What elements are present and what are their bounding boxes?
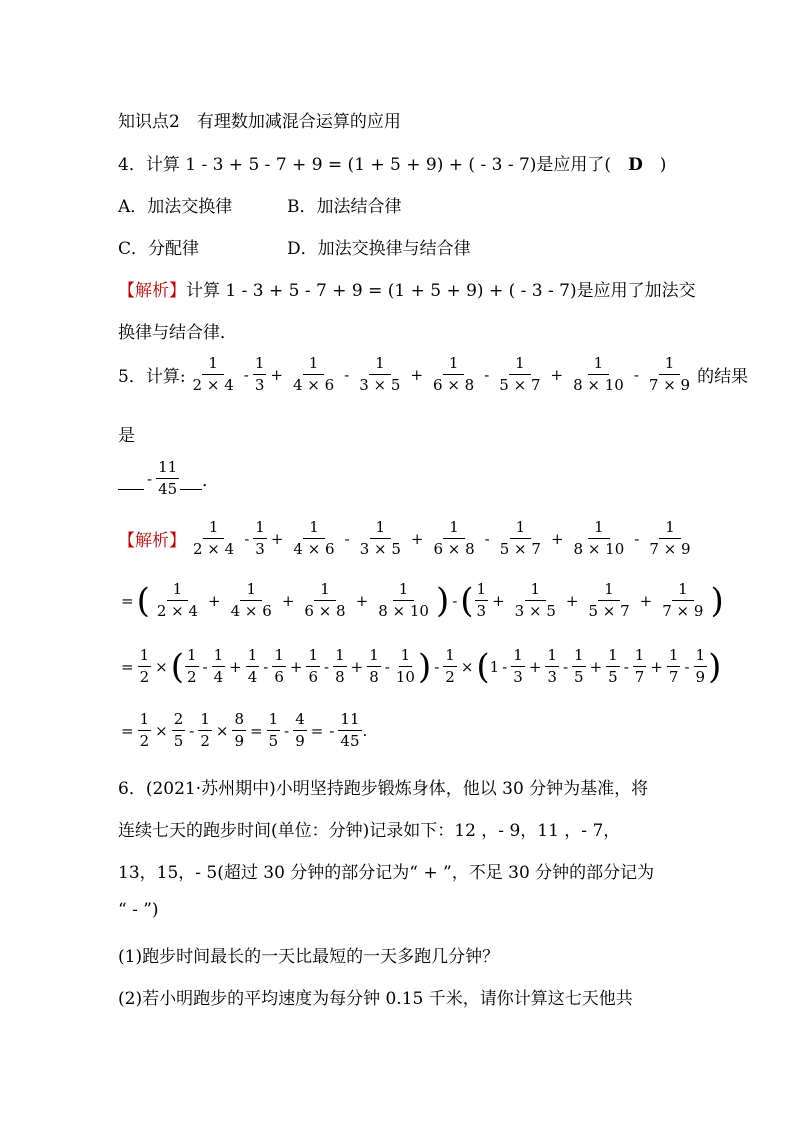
fraction: $\frac{1}{2}$ (200, 710, 210, 750)
fraction: $\frac{1}{10}$ (395, 646, 415, 686)
fraction: $\frac{1}{4 \times 6}$ (230, 580, 272, 620)
q5-suffix: 的结果 (697, 367, 749, 387)
fraction: $\frac{1}{2 \times 4}$ (192, 354, 234, 394)
fraction: $\frac{11}{45}$ (340, 710, 360, 750)
q4-analysis-tag: 【解析】 (118, 281, 186, 301)
q6-line1: 6．(2021·苏州期中)小明坚持跑步锻炼身体，他以 30 分钟为基准，将 (118, 779, 649, 799)
fraction: $\frac{2}{5}$ (173, 710, 184, 750)
fraction: $\frac{1}{3}$ (255, 518, 265, 558)
q5-analysis-tag: 【解析】 (118, 531, 186, 551)
fraction: $\frac{1}{4 \times 6}$ (292, 354, 335, 394)
fraction: $\frac{4}{9}$ (295, 710, 305, 750)
fraction: $\frac{1}{2}$ (139, 646, 150, 686)
fraction: $\frac{1}{9}$ (695, 646, 706, 686)
fraction: $\frac{1}{2}$ (445, 646, 455, 686)
q4-analysis-text1: 计算 1 - 3 + 5 - 7 + 9 = (1 + 5 + 9) + ( - 3 - 7)是应用了加法交 (186, 281, 696, 301)
q4-option-b: B．加法结合律 (287, 197, 402, 217)
fraction: $\frac{1}{6 \times 8}$ (304, 580, 346, 620)
fraction: $\frac{8}{9}$ (234, 710, 244, 750)
fraction: $\frac{1}{4}$ (213, 646, 224, 686)
fraction: $\frac{1}{8 \times 10}$ (573, 518, 625, 558)
fraction: $\frac{1}{6}$ (274, 646, 284, 686)
fraction: $\frac{1}{2}$ (139, 710, 150, 750)
section-title: 知识点2 有理数加减混合运算的应用 (118, 112, 401, 132)
q4-stem-prefix: 4．计算 1 - 3 + 5 - 7 + 9 = (1 + 5 + 9) + ( - 3 - 7)是应用了( (118, 155, 629, 175)
q5-line2: 是 (118, 426, 135, 446)
fraction: $\frac{1}{2}$ (186, 646, 197, 686)
fraction: $\frac{1}{5}$ (268, 710, 279, 750)
fraction: $\frac{1}{5 \times 7}$ (499, 518, 541, 558)
q6-sub1: (1)跑步时间最长的一天比最短的一天多跑几分钟？ (118, 947, 500, 967)
fraction: $\frac{1}{3}$ (476, 580, 487, 620)
fraction: $\frac{1}{8 \times 10}$ (573, 354, 624, 394)
fraction: $\frac{1}{3 \times 5}$ (514, 580, 556, 620)
fraction: $\frac{1}{6 \times 8}$ (433, 518, 475, 558)
fraction: $\frac{1}{7}$ (634, 646, 645, 686)
fraction: $\frac{1}{8}$ (369, 646, 379, 686)
q4-analysis-line2: 换律与结合律． (118, 323, 237, 343)
fraction: $\frac{1}{4}$ (247, 646, 258, 686)
q5-answer-sign: - (147, 469, 153, 488)
fraction: $\frac{1}{3}$ (254, 354, 265, 394)
fraction: $\frac{1}{2 \times 4}$ (193, 518, 235, 558)
q6-line2: 连续七天的跑步时间(单位：分钟)记录如下：12 ，- 9，11 ，- 7， (118, 821, 621, 841)
fraction: $\frac{1}{5}$ (608, 646, 618, 686)
fraction: $\frac{1}{3 \times 5}$ (359, 518, 401, 558)
fraction: $\frac{1}{6 \times 8}$ (433, 354, 475, 394)
fraction: $\frac{1}{5 \times 7}$ (588, 580, 630, 620)
q4-analysis-line1 (118, 276, 696, 301)
fraction: $\frac{1}{7 \times 9}$ (662, 580, 704, 620)
q5-analysis-line2: = ( $\frac{1}{2 \times 4}$ + $\frac{1}{4 \times 6}$ + $\frac{1}{6 \times 8}$ + $\frac{1}{8 \times 10}$ ) - ( $\frac{1}{3}$ + $\frac{1}{3 \times 5}$ + $\frac{1}{5 \times 7}$ + $\frac{1}{7 \times 9}$ ) (121, 580, 724, 621)
q4-answer: D (628, 155, 643, 175)
fraction: $\frac{1}{5 \times 7}$ (499, 354, 541, 394)
q6-line3: 13，15，- 5(超过 30 分钟的部分记为“ + ”，不足 30 分钟的部分记为 (118, 863, 655, 883)
fraction: $\frac{1}{7 \times 9}$ (649, 518, 691, 558)
q5-analysis-line4: = $\frac{1}{2}$ × $\frac{2}{5}$ - $\frac{1}{2}$ × $\frac{8}{9}$ = $\frac{1}{5}$ - $\frac{4}{9}$ = - $\frac{11}{45}$ . (121, 710, 368, 750)
q6-sub2: (2)若小明跑步的平均速度为每分钟 0.15 千米，请你计算这七天他共 (118, 989, 633, 1009)
q5-expression: 5．计算: $\frac{1}{2 \times 4}$ - $\frac{1}{3}$ + $\frac{1}{4 \times 6}$ - $\frac{1}{3 \times 5}$ + $\frac{1}{6 \times 8}$ - $\frac{1}{5 \times 7}$ + $\frac{1}{8 \times 10}$ - $\frac{1}{7 \times 9}$ 的结果 (118, 354, 749, 394)
q6-line4: “ - ”) (118, 900, 159, 920)
q5-prefix: 5．计算: (118, 367, 186, 387)
fraction: $\frac{1}{6}$ (308, 646, 319, 686)
fraction: $\frac{1}{2 \times 4}$ (156, 580, 199, 620)
q5-analysis-line1: 【解析】 $\frac{1}{2 \times 4}$ - $\frac{1}{3}$ + $\frac{1}{4 \times 6}$ - $\frac{1}{3 \times 5}$ + $\frac{1}{6 \times 8}$ - $\frac{1}{5 \times 7}$ + $\frac{1}{8 \times 10}$ - $\frac{1}{7 \times 9}$ (118, 520, 698, 557)
fraction: $\frac{1}{3}$ (547, 646, 557, 686)
fraction: $\frac{1}{7 \times 9}$ (648, 354, 691, 394)
q5-answer-period: ． (202, 471, 220, 491)
q4-option-a: A．加法交换律 (118, 197, 233, 217)
q4-option-d: D．加法交换律与结合律 (287, 239, 471, 259)
fraction: $\frac{1}{8}$ (335, 646, 345, 686)
fraction: $\frac{1}{7}$ (668, 646, 679, 686)
q4-stem-suffix: ) (642, 155, 667, 175)
q5-answer-blank (118, 460, 219, 497)
q4-option-c: C．分配律 (118, 239, 200, 259)
q5-answer-fraction: $\frac{11}{45}$ (158, 458, 178, 498)
fraction: $\frac{1}{4 \times 6}$ (293, 518, 335, 558)
fraction: $\frac{1}{3 \times 5}$ (359, 354, 401, 394)
fraction: $\frac{1}{8 \times 10}$ (378, 580, 429, 620)
fraction: $\frac{1}{5}$ (574, 646, 584, 686)
q4-stem (118, 150, 666, 175)
q5-analysis-line3: = $\frac{1}{2}$ × ( $\frac{1}{2}$ - $\frac{1}{4}$ + $\frac{1}{4}$ - $\frac{1}{6}$ + $\frac{1}{6}$ - $\frac{1}{8}$ + $\frac{1}{8}$ - $\frac{1}{10}$ ) - $\frac{1}{2}$ × ( 1 - $\frac{1}{3}$ + $\frac{1}{3}$ - $\frac{1}{5}$ + $\frac{1}{5}$ - $\frac{1}{7}$ + $\frac{1}{7}$ - $\frac{1}{9}$ ) (121, 646, 722, 687)
fraction: $\frac{1}{3}$ (513, 646, 523, 686)
